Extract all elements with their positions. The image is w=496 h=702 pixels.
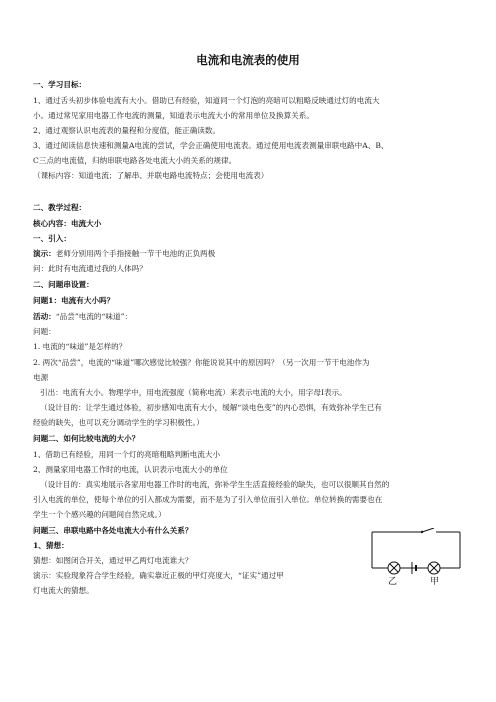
text-line: 1、通过舌头初步体验电流有大小。借助已有经验，知道同一个灯泡的亮暗可以粗略反映通过灯的电流大	[33, 96, 380, 105]
text-line: 一、引入：	[33, 234, 71, 243]
line-rest: “品尝”电流的“味道”：	[55, 312, 133, 321]
lamp-yi-label: 乙	[388, 577, 398, 586]
text-line: 问题：	[33, 327, 56, 336]
text-line: 引出：电流有大小。物理学中，用电流强度（简称电流）来表示电流的大小，用字母I表示。	[40, 388, 347, 397]
text-line: 2. 两次“品尝”，电流的“味道”哪次感觉比较强？你能说说其中的原因吗？（另一次用一节干电池作为	[33, 358, 370, 367]
text-line: （课标内容：知道电流；了解串、并联电路电流特点；会使用电流表）	[33, 171, 269, 180]
lamp-jia-icon	[428, 562, 440, 574]
circuit-switch-contact	[421, 531, 423, 533]
lamp-yi-icon	[388, 562, 400, 574]
text-line: 问：此时有电流通过我的人体吗？	[33, 264, 147, 273]
line-rest: 老师分别用两个手指接触一节干电池的正负两极	[55, 249, 216, 258]
text-line: 1、借助已有经验，用同一个灯的亮暗粗略判断电流大小	[33, 450, 221, 459]
text-line: 2、通过观察认识电流表的量程和分度值，能正确读数。	[33, 126, 221, 135]
text-line: 电源	[33, 373, 49, 382]
text-line: 学生一个个感兴趣的问题间自然完成。）	[33, 510, 166, 519]
line-lead-label: 演示：	[33, 249, 56, 258]
text-line: C三点的电流值，归纳串联电路各处电流大小的关系的规律。	[33, 156, 237, 165]
text-line: 二、教学过程：	[33, 203, 87, 212]
text-line: 经验的缺失，也可以充分调动学生的学习积极性。）	[33, 418, 204, 427]
text-line: 1. 电流的“味道”是怎样的？	[33, 342, 127, 351]
text-line: 1、猜想：	[33, 541, 69, 550]
text-line: 核心内容：电流大小	[33, 219, 102, 228]
line-lead-label: 活动：	[33, 312, 56, 321]
text-line: 二、问题串设置：	[33, 280, 94, 289]
text-line: 问题二、如何比较电流的大小？	[33, 434, 140, 443]
text-line: 引入电流的单位，使每个单位的引入都成为需要，而不是为了引入单位而引入单位。单位转换的需要也在	[33, 495, 383, 504]
text-line: 小。通过常见家用电器工作电流的测量，知道表示电流大小的常用单位及换算关系。	[33, 111, 314, 120]
text-line: 灯电流大的猜想。	[33, 586, 94, 595]
circuit-switch-blade	[422, 528, 434, 532]
text-line	[33, 312, 132, 322]
text-line: 猜想：如图闭合开关，通过甲乙两灯电流谁大？	[33, 556, 193, 565]
text-line: 问题三、串联电路中各处电流大小有什么关系？	[33, 526, 193, 535]
lamp-jia-label: 甲	[430, 577, 440, 586]
text-line: 问题1：电流有大小吗？	[33, 296, 115, 305]
page-title: 电流和电流表的使用	[196, 53, 300, 67]
text-line: （设计目的：让学生通过体验，初步感知电流有大小，缓解“谈电色变”的内心恐惧，有效弥补学生已有	[40, 403, 382, 412]
text-line: 2、测量家用电器工作时的电流，认识表示电流大小的单位	[33, 465, 228, 474]
series-circuit-diagram	[368, 528, 464, 586]
text-line: （设计目的：真实地展示各家用电器工作时的电流，弥补学生生活直接经验的缺失，也可以很顺其自然的	[40, 480, 390, 489]
text-line: 一、学习目标：	[33, 80, 87, 89]
text-line	[33, 249, 215, 259]
text-line: 演示：实验现象符合学生经验，确实靠近正极的甲灯亮度大，“证实”通过甲	[33, 571, 284, 580]
text-line: 3、通过阅读信息快速和测量A电流的尝试，学会正确使用电流表。通过使用电流表测量串联电路中A、B、	[33, 141, 389, 150]
